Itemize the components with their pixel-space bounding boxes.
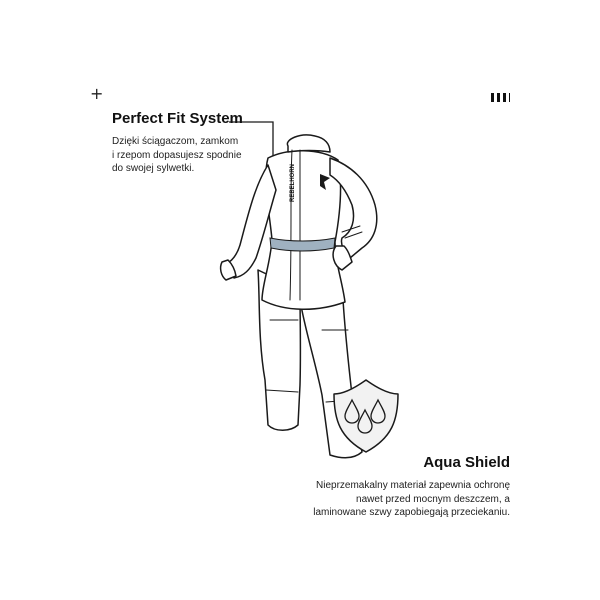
feature-title: Aqua Shield: [423, 454, 510, 471]
feature-title: Perfect Fit System: [112, 110, 243, 127]
collar: [287, 135, 330, 152]
feature-perfect-fit: [112, 110, 262, 176]
feature-description: Nieprzemakalny materiał zapewnia ochronę nawet przed mocnym deszczem, a laminowane szwy zapobiegają przeciekaniu.: [313, 480, 510, 518]
plus-icon: +: [90, 84, 104, 103]
feature-aqua-shield: [313, 454, 510, 520]
brand-text: REBELHORN: [290, 163, 296, 202]
feature-description: Dzięki ściągaczom, zamkom i rzepom dopasujesz spodnie do swojej sylwetki.: [112, 136, 242, 174]
